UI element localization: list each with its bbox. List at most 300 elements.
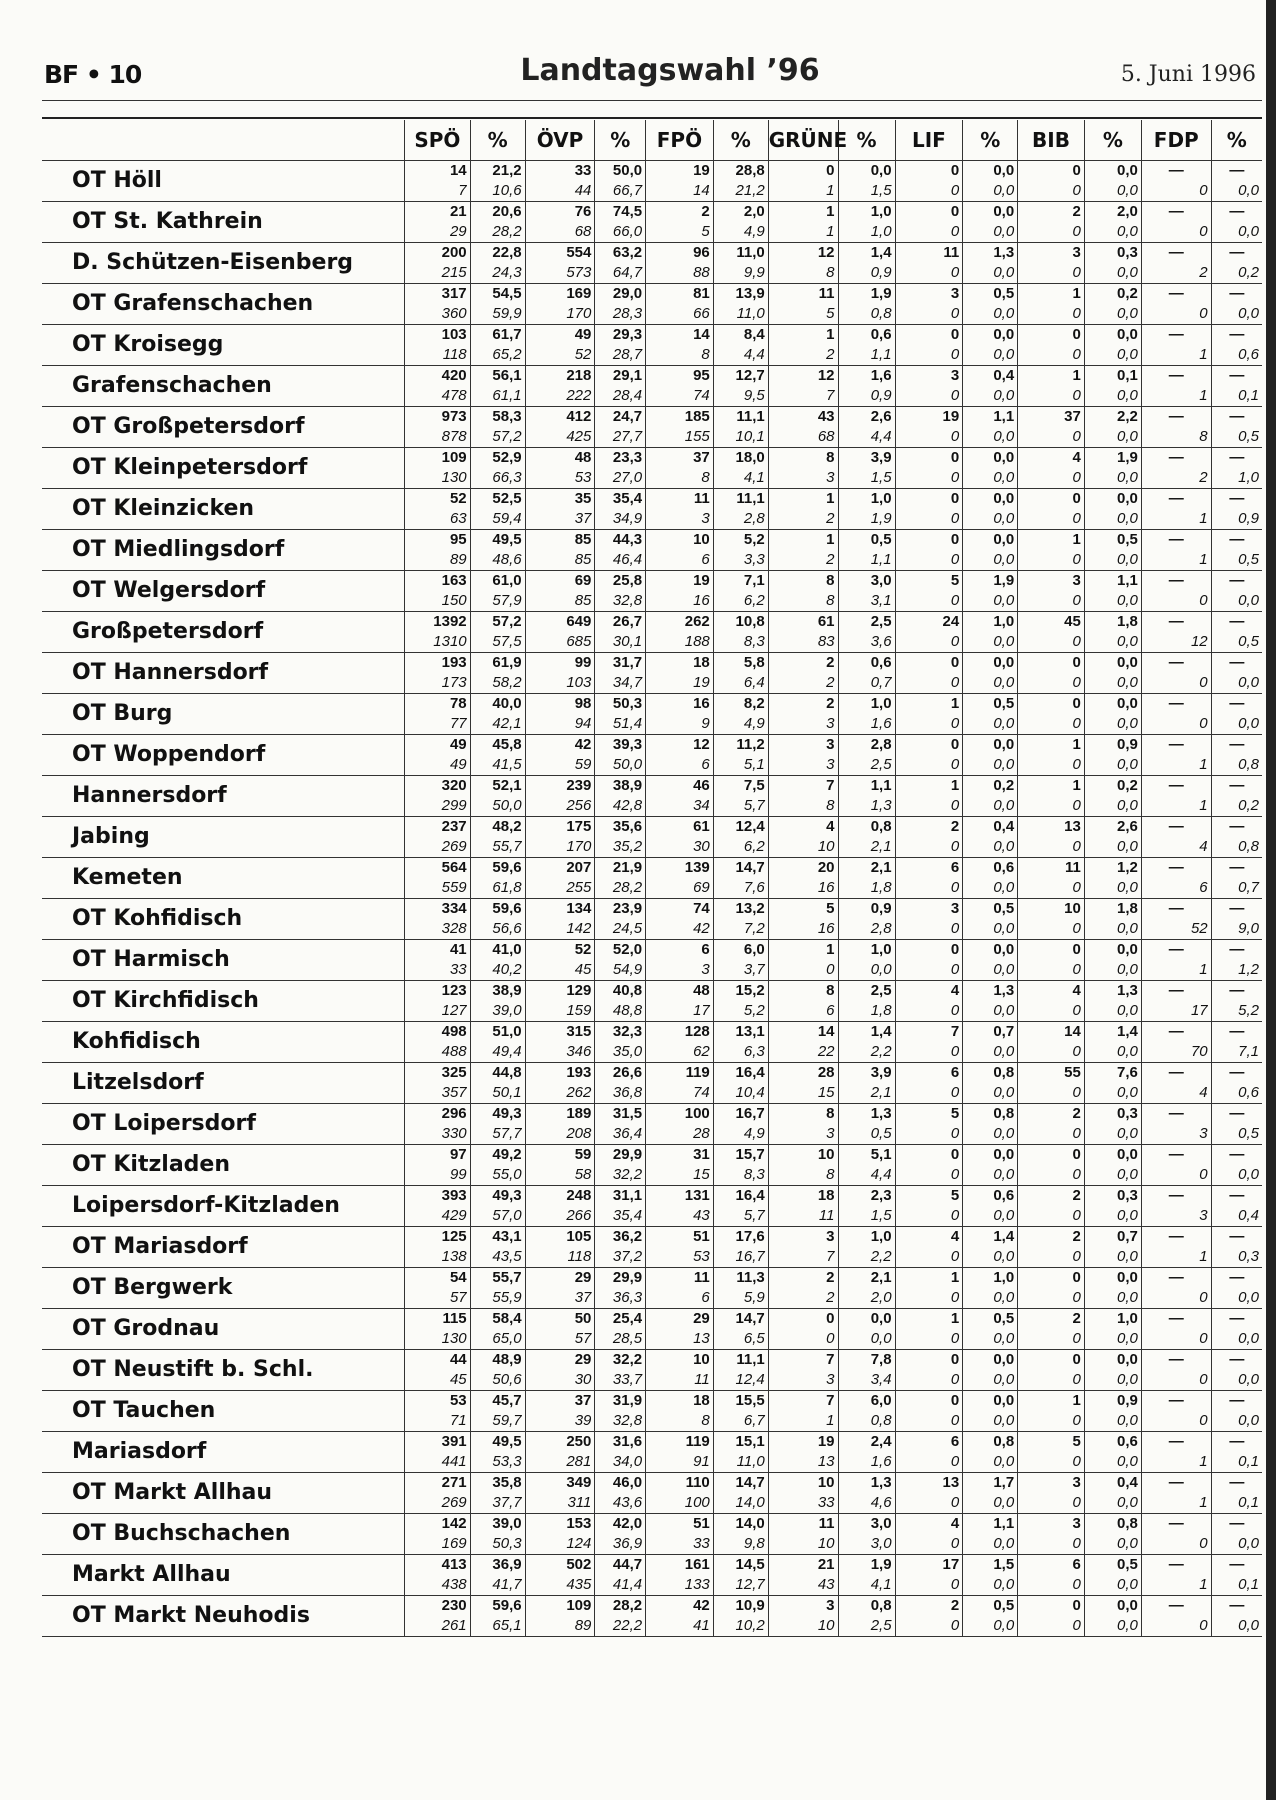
result-1996-cell: 11 [646, 489, 714, 510]
result-1991-cell: 10,2 [713, 1616, 768, 1637]
result-1991-cell: 261 [405, 1616, 471, 1637]
column-header: BIB [1018, 120, 1085, 161]
result-1996-cell: 2 [895, 817, 963, 838]
municipality-name: OT Buchschachen [42, 1514, 405, 1555]
result-1996-cell: 0,8 [838, 817, 895, 838]
result-1991-cell: 4 [1141, 1083, 1211, 1104]
result-1996-cell: — [1211, 1145, 1262, 1166]
result-1996-cell: 6,0 [713, 940, 768, 961]
result-1991-cell: 100 [646, 1493, 714, 1514]
result-1996-cell: 2,5 [838, 612, 895, 633]
result-1991-cell: 7 [405, 181, 471, 202]
result-1996-cell: 0,0 [1084, 161, 1141, 182]
result-1991-cell: 2,2 [838, 1247, 895, 1268]
result-1996-cell: 0,3 [1084, 1104, 1141, 1125]
result-1996-cell: — [1141, 284, 1211, 305]
municipality-name: Großpetersdorf [42, 612, 405, 653]
column-header: LIF [895, 120, 963, 161]
result-1996-cell: 0,6 [963, 1186, 1018, 1207]
result-1991-cell: 0,5 [838, 1124, 895, 1145]
result-1996-cell: 16,4 [713, 1063, 768, 1084]
result-1991-cell: 124 [525, 1534, 595, 1555]
result-1996-cell: 200 [405, 243, 471, 264]
municipality-name: Litzelsdorf [42, 1063, 405, 1104]
result-1991-cell: 50,3 [470, 1534, 525, 1555]
result-1996-cell: 0 [895, 448, 963, 469]
municipality-name: OT Kleinpetersdorf [42, 448, 405, 489]
result-1991-cell: 0,4 [1211, 1206, 1262, 1227]
result-1996-cell: 4 [1018, 981, 1085, 1002]
result-1996-cell: 0,5 [1084, 1555, 1141, 1576]
result-1996-cell: 12 [768, 366, 838, 387]
result-1991-cell: 12,4 [713, 1370, 768, 1391]
result-1991-cell: 65,1 [470, 1616, 525, 1637]
result-1996-cell: 14,7 [713, 1309, 768, 1330]
result-1991-cell: 43,6 [595, 1493, 646, 1514]
result-1991-cell: 0,0 [1084, 509, 1141, 530]
result-1991-cell: 0 [895, 386, 963, 407]
result-1996-cell: — [1211, 366, 1262, 387]
result-1991-cell: 0,0 [838, 1329, 895, 1350]
column-header: % [1211, 120, 1262, 161]
result-1991-cell: 8 [646, 345, 714, 366]
result-1991-cell: 91 [646, 1452, 714, 1473]
result-1996-cell: — [1141, 694, 1211, 715]
result-1991-cell: 0 [1018, 673, 1085, 694]
result-1996-cell: 8,2 [713, 694, 768, 715]
table-row-1996 [42, 571, 1262, 592]
result-1996-cell: 1,3 [963, 981, 1018, 1002]
result-1991-cell: 9,9 [713, 263, 768, 284]
result-1996-cell: 29,0 [595, 284, 646, 305]
result-1991-cell: 68 [525, 222, 595, 243]
result-1991-cell: 0,0 [963, 1288, 1018, 1309]
result-1991-cell: 41 [646, 1616, 714, 1637]
result-1991-cell: 37,7 [470, 1493, 525, 1514]
result-1996-cell: 1 [1018, 284, 1085, 305]
result-1991-cell: 0 [895, 1493, 963, 1514]
result-1991-cell: 4,4 [838, 1165, 895, 1186]
result-1996-cell: 0,5 [963, 694, 1018, 715]
result-1991-cell: 37 [525, 509, 595, 530]
municipality-name: OT Bergwerk [42, 1268, 405, 1309]
result-1996-cell: 1,4 [1084, 1022, 1141, 1043]
result-1991-cell: 40,2 [470, 960, 525, 981]
result-1996-cell: 28,2 [595, 1596, 646, 1617]
result-1991-cell: 70 [1141, 1042, 1211, 1063]
result-1996-cell: 44,7 [595, 1555, 646, 1576]
result-1996-cell: 128 [646, 1022, 714, 1043]
result-1991-cell: 0,9 [838, 386, 895, 407]
result-1996-cell: 1,3 [838, 1473, 895, 1494]
result-1991-cell: 222 [525, 386, 595, 407]
result-1996-cell: 0 [1018, 489, 1085, 510]
result-1991-cell: 89 [525, 1616, 595, 1637]
result-1996-cell: 0 [895, 1350, 963, 1371]
result-1996-cell: 0,0 [963, 1145, 1018, 1166]
result-1991-cell: 0 [1141, 1329, 1211, 1350]
result-1991-cell: 1 [1141, 345, 1211, 366]
table-top-rule [42, 117, 1262, 119]
result-1996-cell: 3 [768, 735, 838, 756]
result-1996-cell: 59,6 [470, 858, 525, 879]
result-1991-cell: 1 [1141, 1575, 1211, 1596]
result-1991-cell: 65,0 [470, 1329, 525, 1350]
result-1991-cell: 0,0 [1084, 1329, 1141, 1350]
result-1996-cell: 185 [646, 407, 714, 428]
result-1991-cell: 54,9 [595, 960, 646, 981]
result-1991-cell: 64,7 [595, 263, 646, 284]
result-1991-cell: 10 [768, 1616, 838, 1637]
result-1991-cell: 0,0 [1084, 263, 1141, 284]
result-1996-cell: 61 [646, 817, 714, 838]
result-1991-cell: 11,0 [713, 1452, 768, 1473]
result-1991-cell: 170 [525, 837, 595, 858]
result-1996-cell: 4 [1018, 448, 1085, 469]
result-1991-cell: 0 [895, 960, 963, 981]
result-1991-cell: 130 [405, 468, 471, 489]
result-1996-cell: 0,9 [1084, 735, 1141, 756]
result-1991-cell: 0,0 [1084, 1288, 1141, 1309]
result-1991-cell: 0 [895, 1329, 963, 1350]
result-1996-cell: 29,3 [595, 325, 646, 346]
result-1991-cell: 0 [1018, 509, 1085, 530]
result-1996-cell: 14,7 [713, 858, 768, 879]
result-1996-cell: 0 [1018, 1145, 1085, 1166]
result-1996-cell: 50 [525, 1309, 595, 1330]
result-1991-cell: 0,0 [963, 960, 1018, 981]
result-1996-cell: 14 [1018, 1022, 1085, 1043]
result-1996-cell: 8 [768, 1104, 838, 1125]
result-1991-cell: 19 [646, 673, 714, 694]
result-1991-cell: 11 [646, 1370, 714, 1391]
result-1996-cell: — [1211, 284, 1262, 305]
result-1996-cell: — [1141, 571, 1211, 592]
result-1991-cell: 0,0 [963, 1370, 1018, 1391]
result-1991-cell: 0 [895, 550, 963, 571]
result-1991-cell: 0,0 [1211, 714, 1262, 735]
result-1991-cell: 138 [405, 1247, 471, 1268]
result-1996-cell: 498 [405, 1022, 471, 1043]
table-row-1996 [42, 1596, 1262, 1617]
result-1991-cell: 13 [646, 1329, 714, 1350]
result-1991-cell: 1 [1141, 1493, 1211, 1514]
result-1991-cell: 0,0 [1084, 919, 1141, 940]
result-1991-cell: 33 [405, 960, 471, 981]
result-1991-cell: 0 [1018, 796, 1085, 817]
result-1996-cell: 2 [1018, 1186, 1085, 1207]
result-1996-cell: 48,2 [470, 817, 525, 838]
result-1996-cell: 0 [1018, 1596, 1085, 1617]
table-row-1996 [42, 243, 1262, 264]
result-1996-cell: — [1211, 1063, 1262, 1084]
result-1996-cell: 7,5 [713, 776, 768, 797]
result-1996-cell: — [1211, 776, 1262, 797]
result-1991-cell: 0,2 [1211, 796, 1262, 817]
result-1991-cell: 0 [895, 1370, 963, 1391]
result-1996-cell: 1 [768, 489, 838, 510]
result-1991-cell: 269 [405, 837, 471, 858]
result-1991-cell: 57,0 [470, 1206, 525, 1227]
municipality-name: OT Kleinzicken [42, 489, 405, 530]
result-1996-cell: 39,3 [595, 735, 646, 756]
result-1991-cell: 1,8 [838, 1001, 895, 1022]
result-1996-cell: 14 [646, 325, 714, 346]
result-1996-cell: 29 [525, 1268, 595, 1289]
result-1991-cell: 42,8 [595, 796, 646, 817]
result-1991-cell: 269 [405, 1493, 471, 1514]
result-1991-cell: 16 [768, 878, 838, 899]
result-1996-cell: — [1141, 202, 1211, 223]
result-1996-cell: 74,5 [595, 202, 646, 223]
result-1996-cell: — [1141, 1145, 1211, 1166]
result-1991-cell: 28,7 [595, 345, 646, 366]
result-1996-cell: 38,9 [470, 981, 525, 1002]
result-1996-cell: 10,8 [713, 612, 768, 633]
result-1991-cell: 0,0 [1084, 960, 1141, 981]
result-1996-cell: — [1211, 899, 1262, 920]
result-1991-cell: 28,5 [595, 1329, 646, 1350]
result-1991-cell: 2,0 [838, 1288, 895, 1309]
result-1996-cell: 1,3 [963, 243, 1018, 264]
result-1996-cell: 175 [525, 817, 595, 838]
result-1991-cell: 37 [525, 1288, 595, 1309]
result-1996-cell: 3,0 [838, 571, 895, 592]
result-1996-cell: 11 [768, 284, 838, 305]
page-date: 5. Juni 1996 [1120, 62, 1256, 87]
result-1996-cell: 1,0 [838, 694, 895, 715]
header-rule [42, 100, 1262, 101]
result-1991-cell: 8 [768, 591, 838, 612]
result-1991-cell: 14,0 [713, 1493, 768, 1514]
page-title: Landtagswahl ’96 [520, 53, 820, 88]
result-1991-cell: 0 [895, 345, 963, 366]
result-1996-cell: 161 [646, 1555, 714, 1576]
result-1996-cell: 2,6 [1084, 817, 1141, 838]
result-1991-cell: 127 [405, 1001, 471, 1022]
result-1991-cell: 46,4 [595, 550, 646, 571]
result-1996-cell: 1,0 [838, 1227, 895, 1248]
result-1996-cell: 0 [1018, 161, 1085, 182]
result-1996-cell: 0,8 [963, 1063, 1018, 1084]
column-header: FPÖ [646, 120, 714, 161]
municipality-name: OT Markt Neuhodis [42, 1596, 405, 1637]
result-1996-cell: 59,6 [470, 1596, 525, 1617]
result-1996-cell: 0,7 [963, 1022, 1018, 1043]
result-1991-cell: 0,0 [1084, 591, 1141, 612]
result-1991-cell: 0,0 [1084, 755, 1141, 776]
result-1996-cell: — [1211, 1268, 1262, 1289]
table-row-1996 [42, 1145, 1262, 1166]
result-1991-cell: 0 [895, 1534, 963, 1555]
result-1991-cell: 45 [525, 960, 595, 981]
result-1996-cell: 1 [895, 694, 963, 715]
result-1996-cell: 153 [525, 1514, 595, 1535]
result-1996-cell: 2 [768, 653, 838, 674]
result-1991-cell: 30 [525, 1370, 595, 1391]
result-1996-cell: 1,1 [963, 407, 1018, 428]
result-1996-cell: 29 [646, 1309, 714, 1330]
result-1991-cell: 5,2 [713, 1001, 768, 1022]
table-row-1996 [42, 366, 1262, 387]
result-1991-cell: 0,5 [1211, 632, 1262, 653]
result-1991-cell: 3,0 [838, 1534, 895, 1555]
result-1996-cell: 7 [768, 1391, 838, 1412]
result-1991-cell: 0,0 [1084, 181, 1141, 202]
result-1996-cell: 29,1 [595, 366, 646, 387]
result-1991-cell: 10,6 [470, 181, 525, 202]
result-1996-cell: 420 [405, 366, 471, 387]
result-1991-cell: 0,0 [1084, 304, 1141, 325]
result-1996-cell: 8 [768, 571, 838, 592]
result-1991-cell: 4,9 [713, 714, 768, 735]
result-1996-cell: 48 [525, 448, 595, 469]
result-1991-cell: 0,0 [963, 550, 1018, 571]
result-1991-cell: 0 [895, 837, 963, 858]
result-1996-cell: — [1141, 653, 1211, 674]
result-1996-cell: 5 [1018, 1432, 1085, 1453]
result-1996-cell: 248 [525, 1186, 595, 1207]
result-1991-cell: 2 [1141, 468, 1211, 489]
result-1996-cell: 41,0 [470, 940, 525, 961]
result-1996-cell: 36,9 [470, 1555, 525, 1576]
result-1996-cell: 230 [405, 1596, 471, 1617]
result-1996-cell: 502 [525, 1555, 595, 1576]
result-1991-cell: 0,0 [963, 468, 1018, 489]
result-1991-cell: 142 [525, 919, 595, 940]
result-1991-cell: 2,8 [713, 509, 768, 530]
result-1996-cell: 207 [525, 858, 595, 879]
result-1996-cell: 10 [1018, 899, 1085, 920]
result-1996-cell: — [1141, 489, 1211, 510]
municipality-name: OT Grodnau [42, 1309, 405, 1350]
result-1996-cell: 973 [405, 407, 471, 428]
result-1996-cell: — [1211, 1473, 1262, 1494]
result-1991-cell: 2,8 [838, 919, 895, 940]
result-1991-cell: 11 [768, 1206, 838, 1227]
result-1996-cell: 14,7 [713, 1473, 768, 1494]
result-1991-cell: 0,3 [1211, 1247, 1262, 1268]
result-1991-cell: 2 [768, 550, 838, 571]
result-1996-cell: 2,1 [838, 1268, 895, 1289]
result-1996-cell: 55,7 [470, 1268, 525, 1289]
result-1996-cell: 0,0 [1084, 489, 1141, 510]
column-header: ÖVP [525, 120, 595, 161]
result-1996-cell: 262 [646, 612, 714, 633]
result-1991-cell: 66,3 [470, 468, 525, 489]
result-1996-cell: 52,0 [595, 940, 646, 961]
result-1996-cell: 0,0 [963, 489, 1018, 510]
result-1991-cell: 59,9 [470, 304, 525, 325]
result-1996-cell: 26,7 [595, 612, 646, 633]
result-1996-cell: 1 [895, 1309, 963, 1330]
municipality-name: OT Woppendorf [42, 735, 405, 776]
result-1996-cell: 45,7 [470, 1391, 525, 1412]
result-1996-cell: 2 [895, 1596, 963, 1617]
result-1996-cell: 413 [405, 1555, 471, 1576]
result-1996-cell: 10 [768, 1145, 838, 1166]
result-1991-cell: 12 [1141, 632, 1211, 653]
result-1996-cell: 3,9 [838, 448, 895, 469]
result-1996-cell: 105 [525, 1227, 595, 1248]
result-1991-cell: 0,0 [1084, 632, 1141, 653]
result-1991-cell: 8 [768, 1165, 838, 1186]
result-1996-cell: 11,2 [713, 735, 768, 756]
result-1991-cell: 21,2 [713, 181, 768, 202]
result-1991-cell: 266 [525, 1206, 595, 1227]
result-1996-cell: — [1141, 940, 1211, 961]
result-1996-cell: 0,5 [963, 1596, 1018, 1617]
result-1996-cell: 23,9 [595, 899, 646, 920]
result-1991-cell: 346 [525, 1042, 595, 1063]
result-1996-cell: 18 [646, 1391, 714, 1412]
result-1991-cell: 50,0 [470, 796, 525, 817]
result-1991-cell: 57,9 [470, 591, 525, 612]
table-row-1996 [42, 1268, 1262, 1289]
result-1991-cell: 0 [1018, 222, 1085, 243]
result-1996-cell: 296 [405, 1104, 471, 1125]
municipality-name: OT Tauchen [42, 1391, 405, 1432]
result-1996-cell: 391 [405, 1432, 471, 1453]
result-1991-cell: 0,0 [963, 837, 1018, 858]
result-1991-cell: 0 [895, 755, 963, 776]
result-1996-cell: 1,1 [963, 1514, 1018, 1535]
result-1996-cell: 2,0 [713, 202, 768, 223]
result-1996-cell: 16,7 [713, 1104, 768, 1125]
result-1991-cell: 52 [1141, 919, 1211, 940]
result-1996-cell: 21 [768, 1555, 838, 1576]
result-1996-cell: 17 [895, 1555, 963, 1576]
result-1991-cell: 13 [768, 1452, 838, 1473]
result-1991-cell: 2,5 [838, 755, 895, 776]
result-1996-cell: 1,9 [838, 1555, 895, 1576]
result-1996-cell: 21 [405, 202, 471, 223]
result-1991-cell: 0,0 [1211, 1370, 1262, 1391]
result-1996-cell: 35 [525, 489, 595, 510]
result-1996-cell: 15,7 [713, 1145, 768, 1166]
result-1991-cell: 0,0 [963, 1534, 1018, 1555]
result-1996-cell: 8 [768, 981, 838, 1002]
municipality-name: Jabing [42, 817, 405, 858]
result-1991-cell: 0 [1141, 181, 1211, 202]
result-1996-cell: 11,3 [713, 1268, 768, 1289]
result-1991-cell: 6,4 [713, 673, 768, 694]
result-1996-cell: 3,0 [838, 1514, 895, 1535]
result-1996-cell: 51 [646, 1227, 714, 1248]
result-1991-cell: 0 [1018, 550, 1085, 571]
result-1996-cell: — [1141, 243, 1211, 264]
result-1996-cell: 95 [646, 366, 714, 387]
result-1991-cell: 6,2 [713, 591, 768, 612]
result-1991-cell: 0 [1141, 1370, 1211, 1391]
result-1991-cell: 0 [1018, 1616, 1085, 1637]
result-1996-cell: 49 [405, 735, 471, 756]
result-1991-cell: 0,0 [963, 222, 1018, 243]
result-1996-cell: — [1141, 1268, 1211, 1289]
result-1991-cell: 36,8 [595, 1083, 646, 1104]
result-1991-cell: 6,7 [713, 1411, 768, 1432]
result-1991-cell: 1 [768, 222, 838, 243]
result-1996-cell: 0 [1018, 653, 1085, 674]
result-1996-cell: 12 [768, 243, 838, 264]
result-1991-cell: 0 [1018, 1452, 1085, 1473]
result-1996-cell: 1,5 [963, 1555, 1018, 1576]
result-1991-cell: 57,7 [470, 1124, 525, 1145]
municipality-name: Hannersdorf [42, 776, 405, 817]
table-row-1996 [42, 489, 1262, 510]
result-1991-cell: 9,0 [1211, 919, 1262, 940]
result-1991-cell: 4,9 [713, 1124, 768, 1145]
